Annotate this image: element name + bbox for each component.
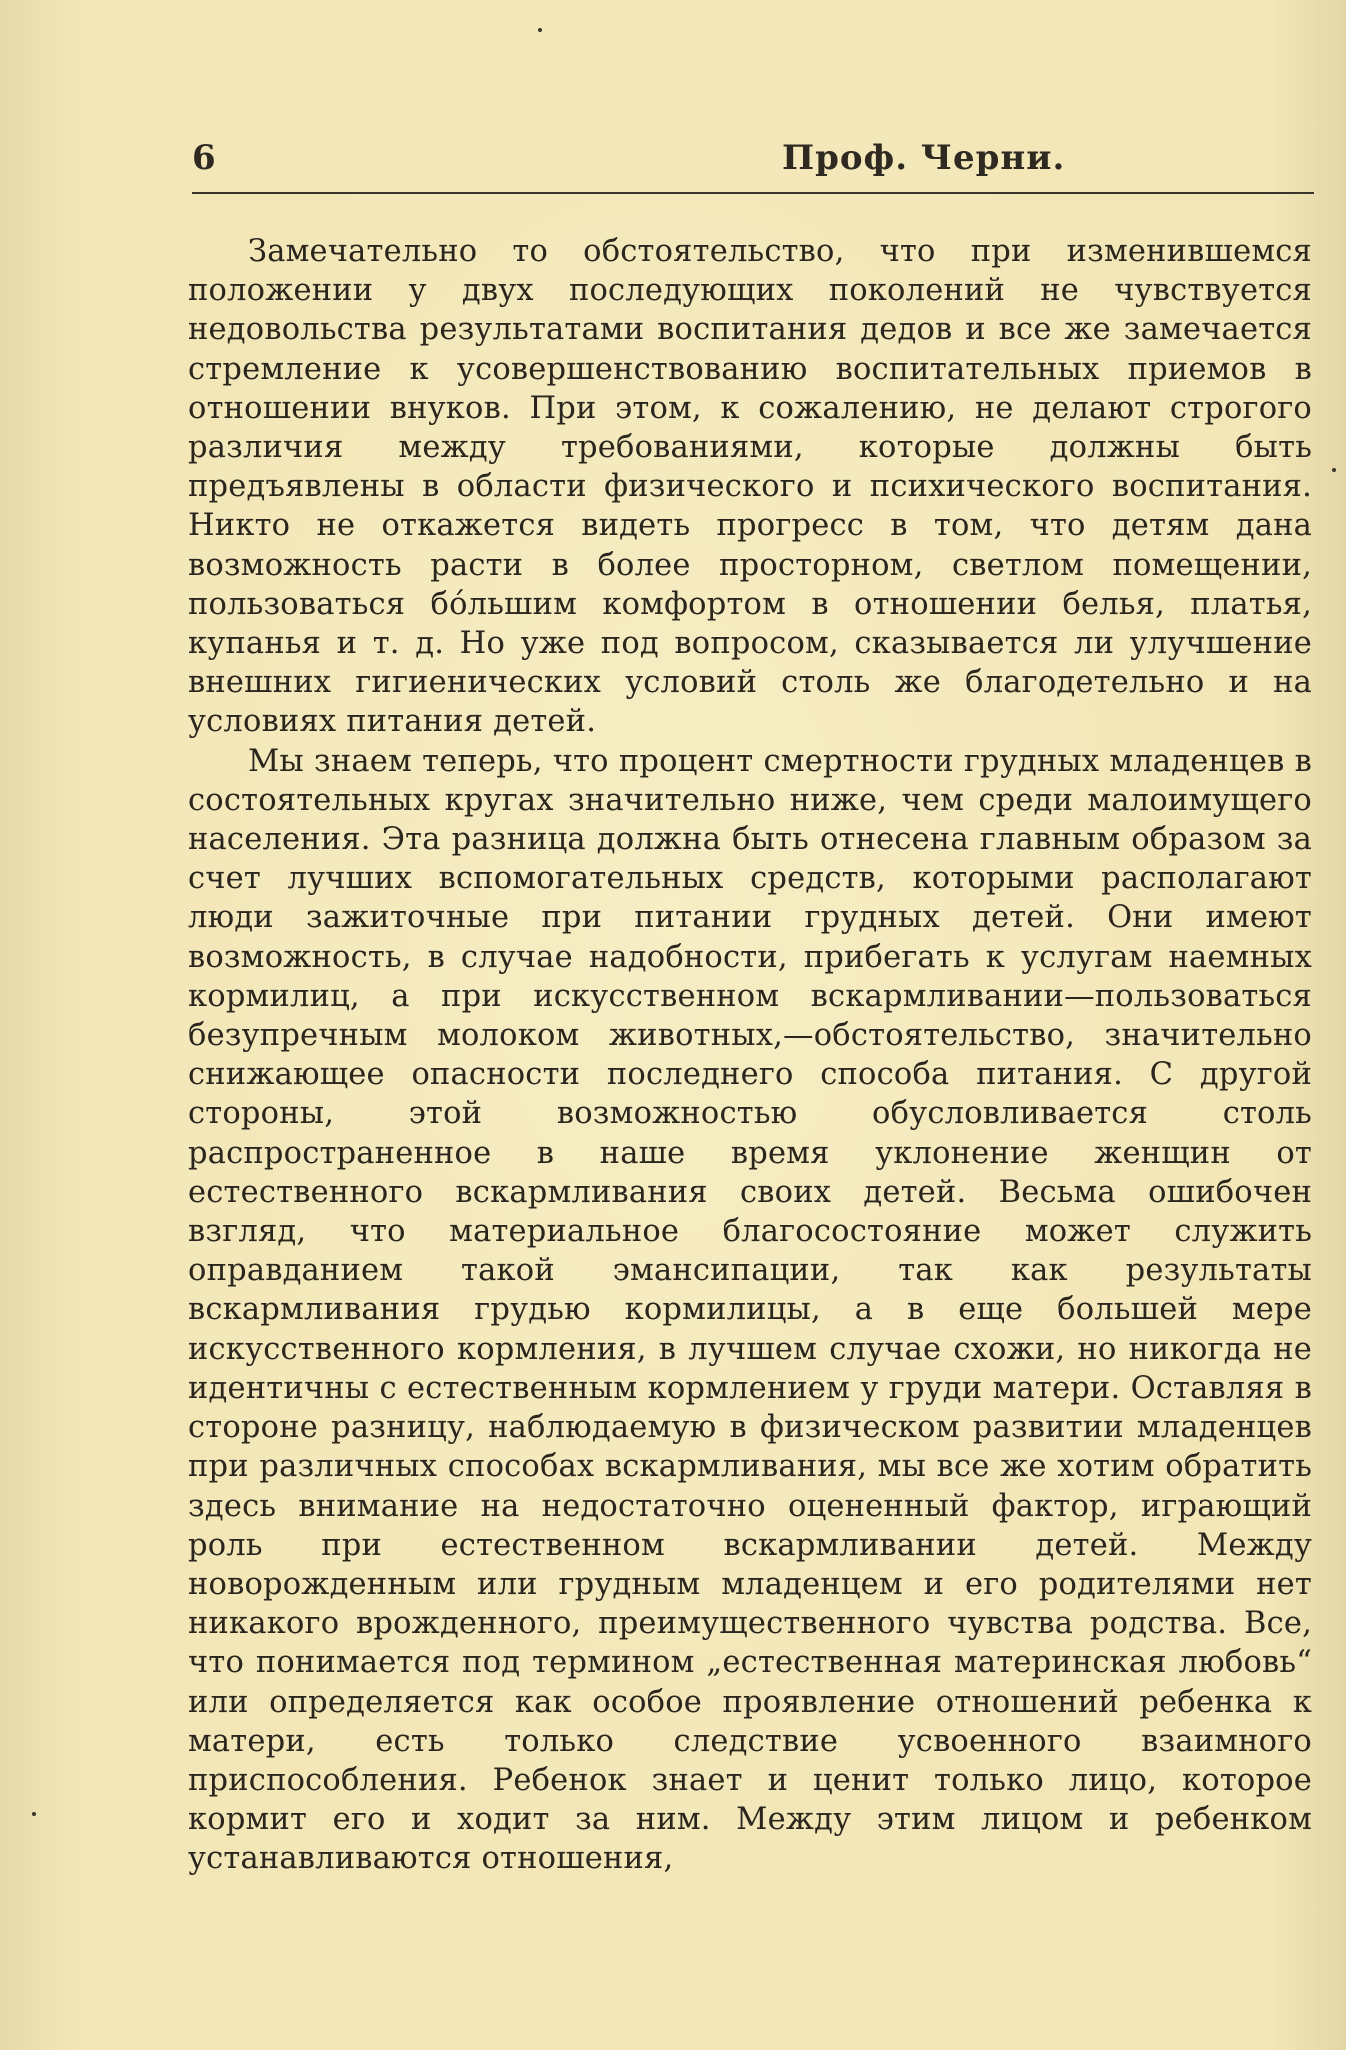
page-number: 6	[192, 138, 216, 178]
header-rule	[192, 192, 1314, 194]
paragraph-2: Мы знаем теперь, что процент смертности грудных младенцев в состоятельных кругах значительно ниже, чем среди малоимущего населения. Эта разница должна быть отнесена главным образом за счет лучших вспомогательных средств, которыми располагают люди зажиточные при питании грудных детей. Они имеют возможность, в случае надобности, прибегать к услугам наемных кормилиц, а при искусственном вскармливании—пользоваться безупречным молоком животных,—обстоятельство, значительно снижающее опасности последнего способа питания. С другой стороны, этой возможностью обусловливается столь распространенное в наше время уклонение женщин от естественного вскармливания своих детей. Весьма ошибочен взгляд, что материальное благосостояние может служить оправданием такой эмансипации, так как результаты вскармливания грудью кормилицы, а в еще большей мере искусственного кормления, в лучшем случае схожи, но никогда не идентичны с естественным кормлением у груди матери. Оставляя в стороне разницу, наблюдаемую в физическом развитии младенцев при различных способах вскармливания, мы все же хотим обратить здесь внимание на недостаточно оцененный фактор, играющий роль при естественном вскармливании детей. Между новорожденным или грудным младенцем и его родителями нет никакого врожденного, преимущественного чувства родства. Все, что понимается под термином „естественная материнская любовь“ или определяется как особое проявление отношений ребенка к матери, есть только следствие усвоенного взаимного приспособления. Ребенок знает и ценит только лицо, которое кормит его и ходит за ним. Между этим лицом и ребенком устанавливаются отношения,	[188, 743, 1312, 1877]
running-head: Проф. Черни.	[782, 138, 1066, 178]
ink-speck	[538, 28, 542, 32]
page-header	[192, 138, 1312, 188]
body-text	[188, 232, 1312, 1879]
paragraph-1: Замечательно то обстоятельство, что при изменившемся положении у двух последующих поколений не чувствуется недовольства результатами воспитания дедов и все же замечается стремление к усовершенствованию воспитательных приемов в отношении внуков. При этом, к сожалению, не делают строгого различия между требованиями, которые должны быть предъявлены в области физического и психического воспитания. Никто не откажется видеть прогресс в том, что детям дана возможность расти в более просторном, светлом помещении, пользоваться бо́льшим комфортом в отношении белья, платья, купанья и т. д. Но уже под вопросом, сказывается ли улучшение внешних гигиенических условий столь же благодетельно и на условиях питания детей.	[188, 234, 1312, 740]
ink-speck	[1332, 468, 1336, 472]
ink-speck	[32, 1812, 36, 1816]
